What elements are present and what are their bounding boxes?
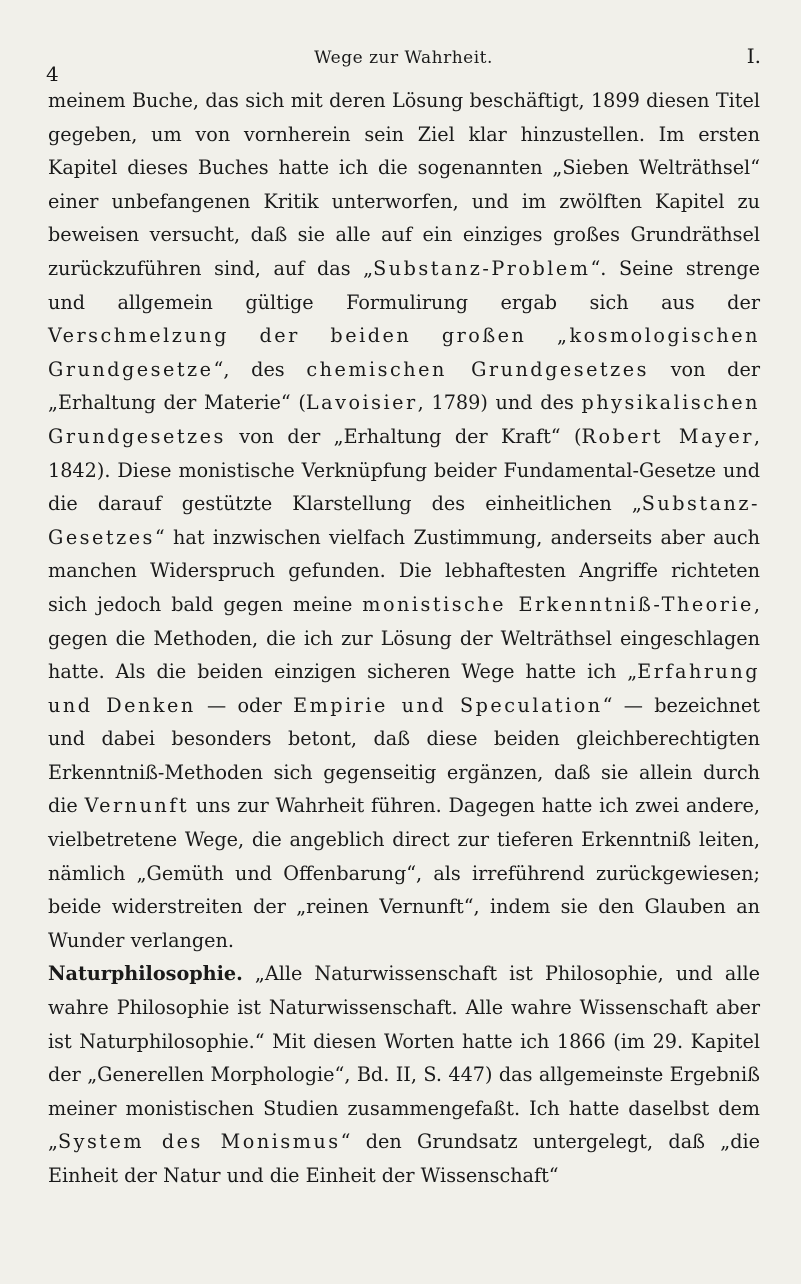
text-run: von der „Erhaltung der Kraft“ (	[225, 424, 582, 448]
paragraph	[48, 84, 760, 957]
emphasis: Substanz-Problem	[373, 256, 591, 280]
page-number: 4	[46, 62, 59, 86]
running-title: Wege zur Wahrheit.	[314, 48, 493, 68]
text-run: uns zur Wahrheit führen. Dagegen hatte ich zwei andere, vielbetretene Wege, die angeblich direct zur tieferen Erkenntniß leiten, nämlich „Gemüth und Offenbarung“, als irreführend zurückgewiesen; beide widerstreiten der „reinen Vernunft“, indem sie den Glauben an Wunder verlangen.	[48, 794, 760, 952]
text-run: meinem Buche, das sich mit deren Lösung beschäftigt, 1899 diesen Titel gegeben, um von vornherein sein Ziel klar hinzustellen. Im ersten Kapitel dieses Buches hatte ich die sogenannten „Sieben Welträthsel“ einer unbefangenen Kritik unterworfen, und im zwölften Kapitel zu beweisen versucht, daß sie alle auf ein einziges großes Grundräthsel zurückzuführen sind, auf das „	[48, 89, 760, 280]
text-run: , 1789) und des	[417, 391, 582, 415]
emphasis: Substanz-Gesetzes	[48, 492, 760, 549]
text-run: “. Seine strenge und allgemein gültige Formulirung ergab sich aus der	[48, 256, 760, 314]
text-run: „Alle Naturwissenschaft ist Philosophie, und alle wahre Philosophie ist Naturwissenschaft. Alle wahre Wissenschaft aber ist Naturphilosophie.“ Mit diesen Worten hatte ich 1866 (im 29. Kapitel der „Generellen Morphologie“, Bd. II, S. 447) das allgemeinste Ergebniß meiner monistischen Studien zusammengefaßt. Ich hatte daselbst dem „	[48, 962, 760, 1154]
text-run: “ — bezeichnet und dabei besonders betont, daß diese beiden gleichberechtigten Erkenntniß-Methoden sich gegenseitig ergänzen, daß sie allein durch die	[48, 693, 760, 818]
text-run: “ hat inzwischen vielfach Zustimmung, anderseits aber auch manchen Widerspruch gefunden. Die lebhaftesten Angriffe richteten sich jedoch bald gegen meine	[48, 525, 760, 616]
emphasis: System des Monismus	[57, 1130, 341, 1154]
emphasis: Verschmelzung der beiden großen „kosmologischen Grundgesetze	[48, 324, 760, 381]
emphasis: Empirie und Speculation	[293, 693, 603, 717]
emphasis: physikalischen Grundgesetzes	[48, 391, 760, 448]
text-run: , 1842). Diese monistische Verknüpfung beider Fundamental-Gesetze und die darauf gestützte Klarstellung des einheitlichen „	[48, 424, 760, 516]
emphasis: Vernunft	[84, 794, 190, 818]
emphasis: chemischen Grundgesetzes	[306, 357, 649, 381]
chapter-numeral: I.	[746, 44, 761, 68]
emphasis: Robert Mayer	[581, 424, 754, 448]
text-run: , gegen die Methoden, die ich zur Lösung der Welträthsel eingeschlagen hatte. Als die beiden einzigen sicheren Wege hatte ich „	[48, 592, 761, 684]
emphasis: monistische Erkenntniß-Theorie	[362, 592, 754, 616]
text-run: “, des	[213, 357, 307, 381]
paragraph	[48, 957, 760, 1192]
body-text	[48, 84, 760, 1193]
text-run: “ den Grundsatz untergelegt, daß „die Einheit der Natur und die Einheit der Wissenschaft“	[48, 1130, 760, 1187]
page-header	[46, 40, 761, 86]
section-heading: Naturphilosophie.	[48, 962, 243, 986]
text-run: — oder	[195, 693, 294, 717]
emphasis: Erfahrung und Denken	[48, 660, 760, 717]
text-run: von der „Erhaltung der Materie“ (	[48, 357, 760, 415]
emphasis: Lavoisier	[305, 391, 418, 415]
